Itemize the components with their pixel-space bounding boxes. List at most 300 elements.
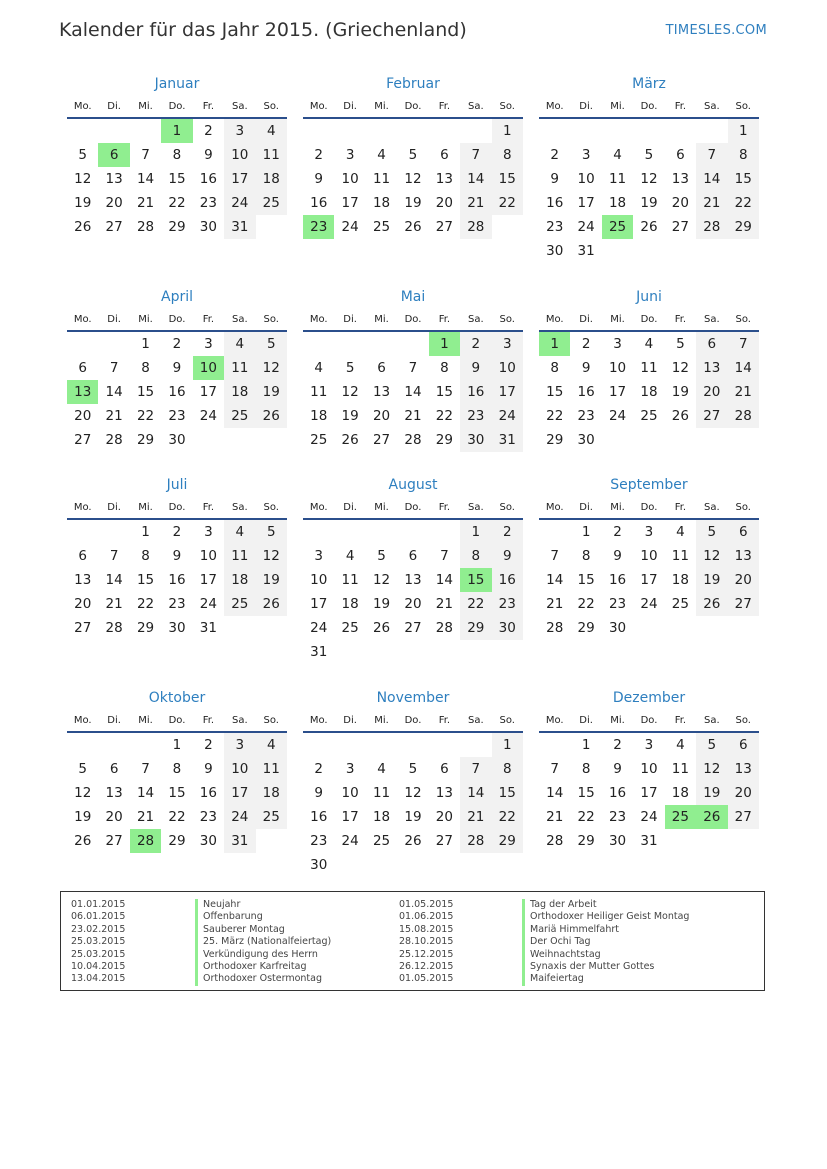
day-cell: 12 bbox=[256, 356, 287, 380]
day-cell: 18 bbox=[372, 809, 391, 825]
weekday-header bbox=[303, 498, 523, 518]
day-cell: 4 bbox=[256, 733, 287, 757]
day-cell: 10 bbox=[310, 572, 328, 588]
day-cell: 15 bbox=[728, 167, 759, 191]
legend-holiday-name: Maifeiertag bbox=[522, 973, 689, 985]
empty-cell bbox=[728, 616, 759, 640]
empty-cell bbox=[460, 640, 491, 664]
day-cell: 26 bbox=[696, 592, 727, 616]
day-cell: 16 bbox=[199, 171, 217, 187]
day-cell: 4 bbox=[377, 761, 386, 777]
day-cell: 23 bbox=[492, 592, 523, 616]
empty-cell bbox=[460, 853, 491, 877]
day-grid bbox=[303, 119, 523, 239]
empty-cell bbox=[492, 853, 523, 877]
day-cell: 23 bbox=[546, 219, 564, 235]
day-grid bbox=[539, 520, 759, 640]
day-cell: 31 bbox=[224, 829, 255, 853]
weekday-label: Fr. bbox=[438, 502, 451, 513]
day-cell: 4 bbox=[224, 332, 255, 356]
empty-cell bbox=[366, 332, 397, 356]
day-cell: 28 bbox=[435, 620, 453, 636]
day-cell: 12 bbox=[696, 757, 727, 781]
legend-holiday-name: Mariä Himmelfahrt bbox=[522, 924, 689, 936]
day-cell: 27 bbox=[435, 219, 453, 235]
weekday-label: Fr. bbox=[202, 715, 215, 726]
empty-cell bbox=[98, 119, 129, 143]
weekday-label: Sa. bbox=[703, 715, 720, 726]
month-name: April bbox=[161, 289, 193, 305]
day-cell: 5 bbox=[696, 520, 727, 544]
legend-date: 23.02.2015 bbox=[71, 923, 126, 935]
weekday-label: Do. bbox=[404, 314, 422, 325]
day-cell: 20 bbox=[696, 380, 727, 404]
day-cell: 8 bbox=[492, 757, 523, 781]
weekday-label: Mi. bbox=[610, 101, 625, 112]
legend-date: 25.12.2015 bbox=[399, 948, 454, 960]
day-cell: 9 bbox=[204, 761, 213, 777]
day-cell: 13 bbox=[372, 384, 391, 400]
day-cell: 24 bbox=[224, 191, 255, 215]
legend-holiday-name: Offenbarung bbox=[195, 911, 331, 923]
day-cell: 3 bbox=[345, 147, 355, 163]
legend-holiday-name: Tag der Arbeit bbox=[522, 899, 689, 911]
day-grid bbox=[67, 520, 287, 640]
weekday-header bbox=[539, 711, 759, 731]
legend-date: 13.04.2015 bbox=[71, 973, 126, 985]
holiday-day-cell: 10 bbox=[193, 356, 224, 380]
empty-cell bbox=[303, 520, 334, 544]
day-cell: 25 bbox=[671, 596, 689, 612]
empty-cell bbox=[67, 119, 98, 143]
legend-holiday-name: 25. März (Nationalfeiertag) bbox=[195, 936, 331, 948]
month-name: Juli bbox=[166, 477, 188, 493]
empty-cell bbox=[429, 853, 460, 877]
day-cell: 15 bbox=[136, 572, 155, 588]
day-cell: 23 bbox=[199, 195, 217, 211]
day-cell: 4 bbox=[644, 336, 654, 352]
day-cell: 17 bbox=[640, 785, 658, 801]
day-cell: 5 bbox=[696, 733, 727, 757]
day-cell: 17 bbox=[341, 195, 359, 211]
day-cell: 12 bbox=[640, 171, 658, 187]
day-cell: 2 bbox=[172, 336, 182, 352]
day-cell: 4 bbox=[613, 147, 622, 163]
site-link[interactable]: TIMESLES.COM bbox=[665, 23, 767, 38]
day-cell: 25 bbox=[256, 191, 287, 215]
weekday-label: Fr. bbox=[202, 502, 215, 513]
day-cell: 20 bbox=[404, 596, 422, 612]
day-cell: 16 bbox=[577, 384, 595, 400]
empty-cell bbox=[366, 733, 397, 757]
day-cell: 21 bbox=[435, 596, 453, 612]
day-cell: 1 bbox=[460, 520, 491, 544]
weekday-label: Mo. bbox=[545, 101, 564, 112]
weekday-label: Mi. bbox=[374, 715, 389, 726]
day-cell: 21 bbox=[105, 408, 123, 424]
holiday-day-cell: 1 bbox=[539, 332, 570, 356]
day-cell: 30 bbox=[199, 833, 217, 849]
empty-cell bbox=[334, 640, 365, 664]
day-cell: 6 bbox=[728, 733, 759, 757]
weekday-label: Do. bbox=[640, 715, 658, 726]
empty-cell bbox=[665, 616, 696, 640]
weekday-label: Di. bbox=[343, 715, 357, 726]
day-cell: 9 bbox=[613, 548, 622, 564]
day-cell: 5 bbox=[256, 520, 287, 544]
weekday-label: Sa. bbox=[703, 314, 720, 325]
legend-date: 25.03.2015 bbox=[71, 948, 126, 960]
weekday-label: Do. bbox=[168, 502, 186, 513]
day-cell: 19 bbox=[341, 408, 359, 424]
day-cell: 5 bbox=[78, 147, 87, 163]
legend-right-names bbox=[522, 899, 689, 986]
day-cell: 21 bbox=[546, 809, 564, 825]
day-cell: 21 bbox=[728, 380, 759, 404]
day-cell: 25 bbox=[640, 408, 658, 424]
day-cell: 29 bbox=[492, 829, 523, 853]
day-cell: 1 bbox=[141, 524, 150, 540]
weekday-label: Mo. bbox=[73, 101, 92, 112]
day-cell: 29 bbox=[435, 432, 453, 448]
day-cell: 5 bbox=[377, 548, 386, 564]
empty-cell bbox=[303, 332, 334, 356]
day-cell: 15 bbox=[577, 572, 595, 588]
month-1 bbox=[67, 71, 287, 239]
month-name: März bbox=[632, 76, 666, 92]
day-cell: 22 bbox=[577, 596, 595, 612]
day-cell: 26 bbox=[372, 620, 391, 636]
weekday-header bbox=[303, 310, 523, 330]
day-cell: 11 bbox=[256, 757, 287, 781]
day-cell: 27 bbox=[671, 219, 689, 235]
empty-cell bbox=[539, 733, 570, 757]
day-cell: 16 bbox=[168, 572, 186, 588]
empty-cell bbox=[334, 332, 365, 356]
legend-date: 06.01.2015 bbox=[71, 911, 126, 923]
empty-cell bbox=[696, 239, 727, 263]
day-cell: 16 bbox=[310, 195, 328, 211]
empty-cell bbox=[633, 428, 664, 452]
day-cell: 28 bbox=[460, 829, 491, 853]
weekday-header bbox=[539, 310, 759, 330]
legend-date: 01.05.2015 bbox=[399, 899, 454, 910]
day-cell: 18 bbox=[671, 785, 689, 801]
day-cell: 22 bbox=[728, 191, 759, 215]
day-cell: 24 bbox=[199, 408, 217, 424]
empty-cell bbox=[728, 428, 759, 452]
day-cell: 8 bbox=[141, 548, 150, 564]
day-cell: 14 bbox=[546, 572, 564, 588]
day-cell: 20 bbox=[435, 809, 453, 825]
day-cell: 16 bbox=[608, 572, 627, 588]
day-cell: 28 bbox=[696, 215, 727, 239]
day-cell: 5 bbox=[676, 336, 685, 352]
day-cell: 10 bbox=[341, 785, 359, 801]
empty-cell bbox=[224, 428, 255, 452]
empty-cell bbox=[256, 829, 287, 853]
day-cell: 10 bbox=[608, 360, 627, 376]
weekday-label: Di. bbox=[107, 314, 121, 325]
day-cell: 18 bbox=[256, 781, 287, 805]
day-cell: 4 bbox=[377, 147, 386, 163]
day-cell: 12 bbox=[341, 384, 359, 400]
day-cell: 20 bbox=[671, 195, 689, 211]
month-6 bbox=[539, 284, 759, 452]
weekday-label: Do. bbox=[404, 101, 422, 112]
weekday-label: Mo. bbox=[545, 502, 564, 513]
day-cell: 25 bbox=[372, 833, 391, 849]
legend-left-names bbox=[195, 899, 331, 986]
empty-cell bbox=[665, 119, 696, 143]
day-cell: 2 bbox=[314, 147, 323, 163]
day-cell: 28 bbox=[728, 404, 759, 428]
day-cell: 14 bbox=[105, 572, 123, 588]
day-cell: 15 bbox=[435, 384, 453, 400]
legend-date: 15.08.2015 bbox=[399, 923, 454, 935]
month-2 bbox=[303, 71, 523, 239]
day-cell: 6 bbox=[78, 360, 87, 376]
weekday-label: Fr. bbox=[674, 101, 687, 112]
day-cell: 13 bbox=[404, 572, 422, 588]
empty-cell bbox=[397, 332, 428, 356]
day-cell: 24 bbox=[608, 408, 627, 424]
day-grid bbox=[67, 119, 287, 239]
day-cell: 22 bbox=[546, 408, 564, 424]
day-grid bbox=[303, 520, 523, 664]
month-name: Oktober bbox=[148, 690, 206, 706]
day-cell: 28 bbox=[136, 219, 155, 235]
month-name: Mai bbox=[400, 289, 426, 305]
legend-holiday-name: Orthodoxer Heiliger Geist Montag bbox=[522, 911, 689, 923]
day-cell: 31 bbox=[310, 644, 328, 660]
day-cell: 4 bbox=[256, 119, 287, 143]
weekday-label: So. bbox=[499, 502, 515, 513]
day-cell: 11 bbox=[640, 360, 658, 376]
day-cell: 5 bbox=[644, 147, 654, 163]
day-cell: 29 bbox=[168, 833, 186, 849]
day-cell: 9 bbox=[204, 147, 213, 163]
day-cell: 22 bbox=[460, 592, 491, 616]
empty-cell bbox=[397, 119, 428, 143]
month-12 bbox=[539, 685, 759, 853]
day-cell: 11 bbox=[671, 548, 689, 564]
day-cell: 10 bbox=[640, 548, 658, 564]
day-cell: 10 bbox=[199, 548, 217, 564]
weekday-label: So. bbox=[499, 314, 515, 325]
day-cell: 7 bbox=[460, 143, 491, 167]
day-cell: 13 bbox=[728, 544, 759, 568]
day-cell: 3 bbox=[581, 147, 591, 163]
empty-cell bbox=[303, 119, 334, 143]
empty-cell bbox=[256, 428, 287, 452]
empty-cell bbox=[633, 119, 664, 143]
weekday-label: Fr. bbox=[202, 101, 215, 112]
day-cell: 18 bbox=[671, 572, 689, 588]
day-cell: 13 bbox=[435, 785, 453, 801]
weekday-label: Fr. bbox=[674, 715, 687, 726]
day-cell: 16 bbox=[546, 195, 564, 211]
weekday-label: Mo. bbox=[73, 314, 92, 325]
day-cell: 11 bbox=[671, 761, 689, 777]
day-cell: 10 bbox=[492, 356, 523, 380]
empty-cell bbox=[728, 239, 759, 263]
day-cell: 18 bbox=[640, 384, 658, 400]
empty-cell bbox=[492, 215, 523, 239]
day-cell: 13 bbox=[105, 785, 123, 801]
legend-date: 25.03.2015 bbox=[71, 936, 126, 948]
weekday-label: Mo. bbox=[309, 314, 328, 325]
weekday-label: Mi. bbox=[138, 715, 153, 726]
day-cell: 26 bbox=[404, 219, 422, 235]
empty-cell bbox=[224, 616, 255, 640]
day-cell: 7 bbox=[460, 757, 491, 781]
legend-holiday-name: Sauberer Montag bbox=[195, 924, 331, 936]
day-cell: 22 bbox=[492, 191, 523, 215]
empty-cell bbox=[429, 119, 460, 143]
day-cell: 9 bbox=[314, 785, 323, 801]
day-cell: 9 bbox=[581, 360, 591, 376]
day-cell: 1 bbox=[172, 737, 182, 753]
day-cell: 26 bbox=[256, 592, 287, 616]
day-cell: 8 bbox=[728, 143, 759, 167]
day-cell: 2 bbox=[550, 147, 559, 163]
weekday-label: Mi. bbox=[138, 101, 153, 112]
month-10 bbox=[67, 685, 287, 853]
day-cell: 14 bbox=[460, 781, 491, 805]
empty-cell bbox=[256, 616, 287, 640]
weekday-label: Fr. bbox=[438, 101, 451, 112]
day-cell: 16 bbox=[608, 785, 627, 801]
month-name: September bbox=[610, 477, 688, 493]
holiday-day-cell: 1 bbox=[429, 332, 460, 356]
day-cell: 14 bbox=[136, 785, 155, 801]
day-cell: 23 bbox=[608, 596, 627, 612]
day-cell: 23 bbox=[460, 404, 491, 428]
empty-cell bbox=[460, 733, 491, 757]
weekday-label: Sa. bbox=[231, 314, 248, 325]
empty-cell bbox=[397, 733, 428, 757]
day-cell: 17 bbox=[341, 809, 359, 825]
legend-left-dates bbox=[71, 899, 125, 986]
day-cell: 19 bbox=[404, 809, 422, 825]
weekday-header bbox=[67, 97, 287, 117]
day-cell: 12 bbox=[74, 785, 92, 801]
day-cell: 15 bbox=[492, 781, 523, 805]
weekday-label: Mi. bbox=[138, 314, 153, 325]
day-cell: 15 bbox=[136, 384, 155, 400]
day-cell: 10 bbox=[224, 143, 255, 167]
weekday-label: Mi. bbox=[610, 314, 625, 325]
empty-cell bbox=[397, 640, 428, 664]
weekday-label: Do. bbox=[404, 502, 422, 513]
weekday-label: So. bbox=[735, 314, 751, 325]
day-cell: 8 bbox=[581, 548, 591, 564]
weekday-label: Sa. bbox=[467, 101, 484, 112]
empty-cell bbox=[256, 215, 287, 239]
day-cell: 9 bbox=[460, 356, 491, 380]
day-cell: 27 bbox=[105, 219, 123, 235]
day-cell: 31 bbox=[224, 215, 255, 239]
day-cell: 18 bbox=[310, 408, 328, 424]
day-cell: 19 bbox=[74, 195, 92, 211]
empty-cell bbox=[397, 853, 428, 877]
day-cell: 12 bbox=[696, 544, 727, 568]
day-cell: 18 bbox=[372, 195, 391, 211]
day-cell: 8 bbox=[172, 147, 182, 163]
day-cell: 22 bbox=[168, 195, 186, 211]
day-cell: 21 bbox=[460, 191, 491, 215]
weekday-label: Di. bbox=[579, 101, 593, 112]
empty-cell bbox=[570, 119, 601, 143]
day-cell: 8 bbox=[492, 143, 523, 167]
weekday-label: So. bbox=[263, 101, 279, 112]
legend-right-dates bbox=[399, 899, 453, 986]
weekday-label: So. bbox=[263, 715, 279, 726]
day-cell: 25 bbox=[372, 219, 391, 235]
day-cell: 23 bbox=[310, 833, 328, 849]
day-cell: 7 bbox=[141, 761, 150, 777]
day-cell: 19 bbox=[671, 384, 689, 400]
day-cell: 15 bbox=[546, 384, 564, 400]
day-cell: 29 bbox=[136, 432, 155, 448]
day-cell: 9 bbox=[314, 171, 323, 187]
day-cell: 23 bbox=[168, 408, 186, 424]
weekday-label: Mi. bbox=[374, 314, 389, 325]
legend-date: 01.06.2015 bbox=[399, 911, 454, 923]
day-cell: 5 bbox=[408, 147, 418, 163]
legend-holiday-name: Neujahr bbox=[195, 899, 331, 911]
day-cell: 2 bbox=[172, 524, 182, 540]
legend-date: 10.04.2015 bbox=[71, 960, 126, 972]
day-cell: 3 bbox=[314, 548, 323, 564]
day-cell: 26 bbox=[74, 219, 92, 235]
weekday-label: Sa. bbox=[231, 715, 248, 726]
weekday-label: Mo. bbox=[309, 715, 328, 726]
empty-cell bbox=[665, 428, 696, 452]
month-3 bbox=[539, 71, 759, 263]
holiday-legend bbox=[60, 891, 765, 991]
day-cell: 1 bbox=[581, 737, 591, 753]
day-cell: 24 bbox=[640, 596, 658, 612]
weekday-label: Do. bbox=[404, 715, 422, 726]
day-grid bbox=[303, 733, 523, 877]
day-cell: 12 bbox=[74, 171, 92, 187]
legend-date: 01.01.2015 bbox=[71, 899, 126, 910]
day-cell: 23 bbox=[168, 596, 186, 612]
weekday-label: So. bbox=[499, 101, 515, 112]
day-cell: 30 bbox=[546, 243, 564, 259]
weekday-label: Di. bbox=[579, 715, 593, 726]
day-cell: 10 bbox=[341, 171, 359, 187]
empty-cell bbox=[193, 428, 224, 452]
day-cell: 17 bbox=[224, 781, 255, 805]
weekday-label: Di. bbox=[343, 101, 357, 112]
day-cell: 17 bbox=[199, 572, 217, 588]
day-cell: 3 bbox=[492, 332, 523, 356]
day-cell: 2 bbox=[314, 761, 323, 777]
empty-cell bbox=[460, 119, 491, 143]
day-grid bbox=[67, 332, 287, 452]
empty-cell bbox=[334, 520, 365, 544]
day-grid bbox=[303, 332, 523, 452]
weekday-label: Mi. bbox=[138, 502, 153, 513]
holiday-day-cell: 13 bbox=[67, 380, 98, 404]
weekday-label: Di. bbox=[579, 314, 593, 325]
day-cell: 7 bbox=[141, 147, 150, 163]
weekday-label: Di. bbox=[579, 502, 593, 513]
day-cell: 14 bbox=[546, 785, 564, 801]
